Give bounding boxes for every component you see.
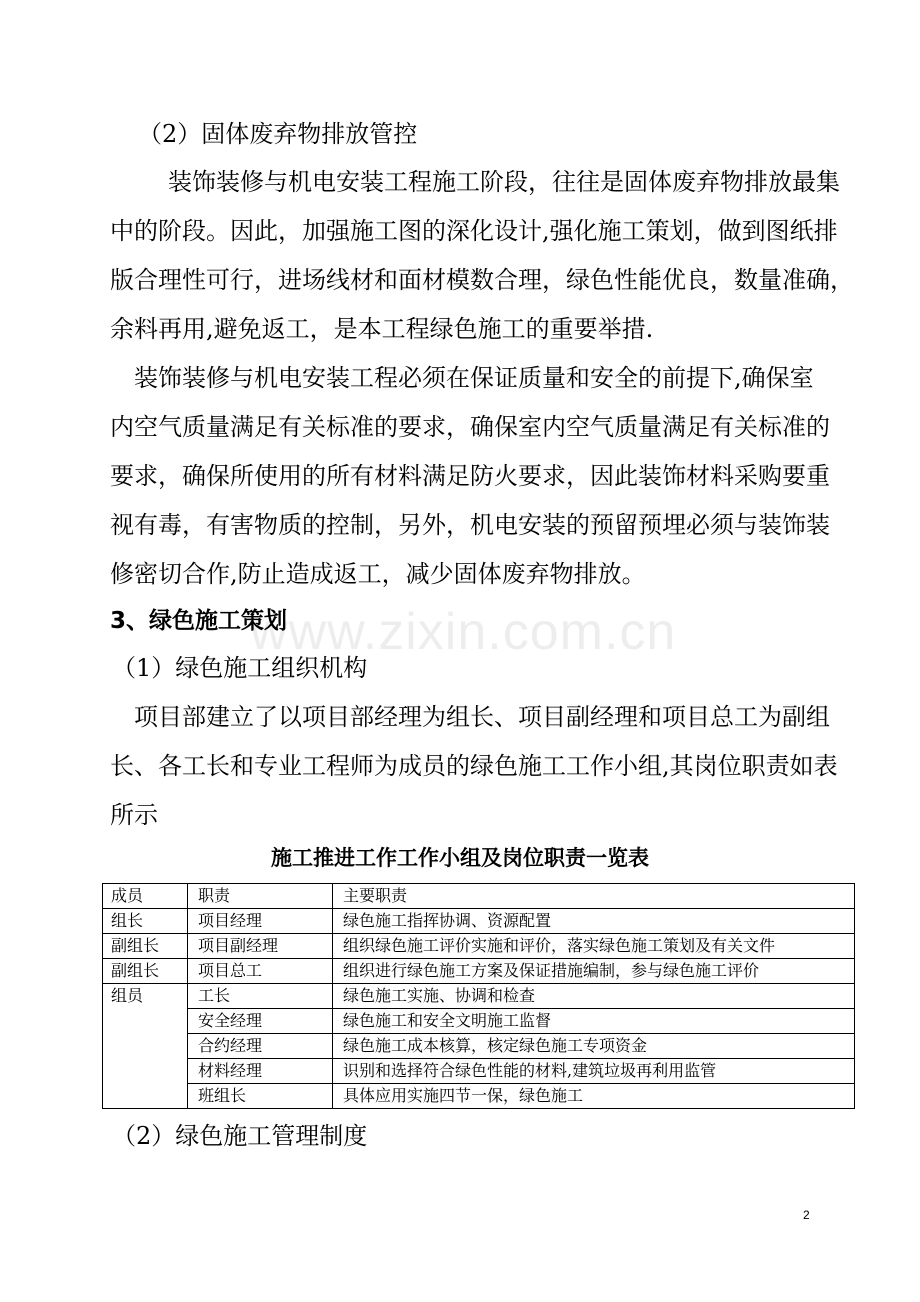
- table-cell: 项目总工: [188, 959, 333, 984]
- table-row: [103, 1009, 855, 1034]
- table-cell: 绿色施工实施、协调和检查: [333, 984, 855, 1009]
- table-cell: 副组长: [103, 934, 188, 959]
- header-cell: 职责: [188, 884, 333, 909]
- paragraph-line: 版合理性可行，进场线材和面材模数合理，绿色性能优良，数量准确，: [110, 266, 854, 294]
- paragraph-line: 装饰装修与机电安装工程必须在保证质量和安全的前提下,确保室: [134, 364, 814, 392]
- paragraph-line: 中的阶段。因此，加强施工图的深化设计,强化施工策划，做到图纸排: [110, 217, 838, 245]
- paragraph-line: 余料再用,避免返工，是本工程绿色施工的重要举措.: [110, 315, 654, 343]
- watermark: www.zixin.com.cn: [250, 603, 677, 661]
- table-cell: 具体应用实施四节一保，绿色施工: [333, 1084, 855, 1109]
- table-cell: 安全经理: [188, 1009, 333, 1034]
- table-cell: [103, 1084, 188, 1109]
- table-row: [103, 934, 855, 959]
- duty-table: [102, 883, 855, 1109]
- table-cell: 工长: [188, 984, 333, 1009]
- subheading-management-system: （2）绿色施工管理制度: [112, 1122, 368, 1150]
- table-title: 施工推进工作工作小组及岗位职责一览表: [271, 846, 649, 870]
- paragraph-line: 修密切合作,防止造成返工，减少固体废弃物排放。: [110, 560, 646, 588]
- table-cell: 副组长: [103, 959, 188, 984]
- paragraph-line: 视有毒，有害物质的控制，另外，机电安装的预留预埋必须与装饰装: [110, 511, 830, 539]
- table-cell: 识别和选择符合绿色性能的材料,建筑垃圾再利用监管: [333, 1059, 855, 1084]
- table-row: [103, 909, 855, 934]
- table-cell: [103, 1009, 188, 1034]
- table-row: [103, 1034, 855, 1059]
- section-title-solid-waste: （2）固体废弃物排放管控: [138, 120, 418, 148]
- table-row: [103, 1059, 855, 1084]
- table-cell: 项目副经理: [188, 934, 333, 959]
- table-cell: 组织绿色施工评价实施和评价，落实绿色施工策划及有关文件: [333, 934, 855, 959]
- table-cell: 材料经理: [188, 1059, 333, 1084]
- table-cell: 组织进行绿色施工方案及保证措施编制，参与绿色施工评价: [333, 959, 855, 984]
- paragraph-line: 要求，确保所使用的所有材料满足防火要求，因此装饰材料采购要重: [110, 462, 830, 490]
- header-cell: 成员: [103, 884, 188, 909]
- paragraph-line: 项目部建立了以项目部经理为组长、项目副经理和项目总工为副组: [134, 703, 830, 731]
- paragraph-line: 内空气质量满足有关标准的要求，确保室内空气质量满足有关标准的: [110, 413, 830, 441]
- table-row: [103, 984, 855, 1009]
- table-cell: [103, 1059, 188, 1084]
- paragraph-line: 所示: [110, 801, 158, 829]
- table-cell: 合约经理: [188, 1034, 333, 1059]
- table-row: [103, 959, 855, 984]
- table-cell: 绿色施工指挥协调、资源配置: [333, 909, 855, 934]
- header-cell: 主要职责: [333, 884, 855, 909]
- paragraph-line: 装饰装修与机电安装工程施工阶段，往往是固体废弃物排放最集: [168, 168, 840, 196]
- table-cell: 组员: [103, 984, 188, 1009]
- table-row: [103, 1084, 855, 1109]
- subheading-organization: （1）绿色施工组织机构: [112, 654, 368, 682]
- table-cell: [103, 1034, 188, 1059]
- paragraph-line: 长、各工长和专业工程师为成员的绿色施工工作小组,其岗位职责如表: [110, 752, 838, 780]
- table-cell: 班组长: [188, 1084, 333, 1109]
- table-cell: 绿色施工和安全文明施工监督: [333, 1009, 855, 1034]
- table-cell: 项目经理: [188, 909, 333, 934]
- table-cell: 绿色施工成本核算，核定绿色施工专项资金: [333, 1034, 855, 1059]
- section-heading-green-planning: 3、绿色施工策划: [110, 608, 288, 634]
- table-header-row: [103, 884, 855, 909]
- page-number: 2: [803, 1208, 810, 1222]
- table-cell: 组长: [103, 909, 188, 934]
